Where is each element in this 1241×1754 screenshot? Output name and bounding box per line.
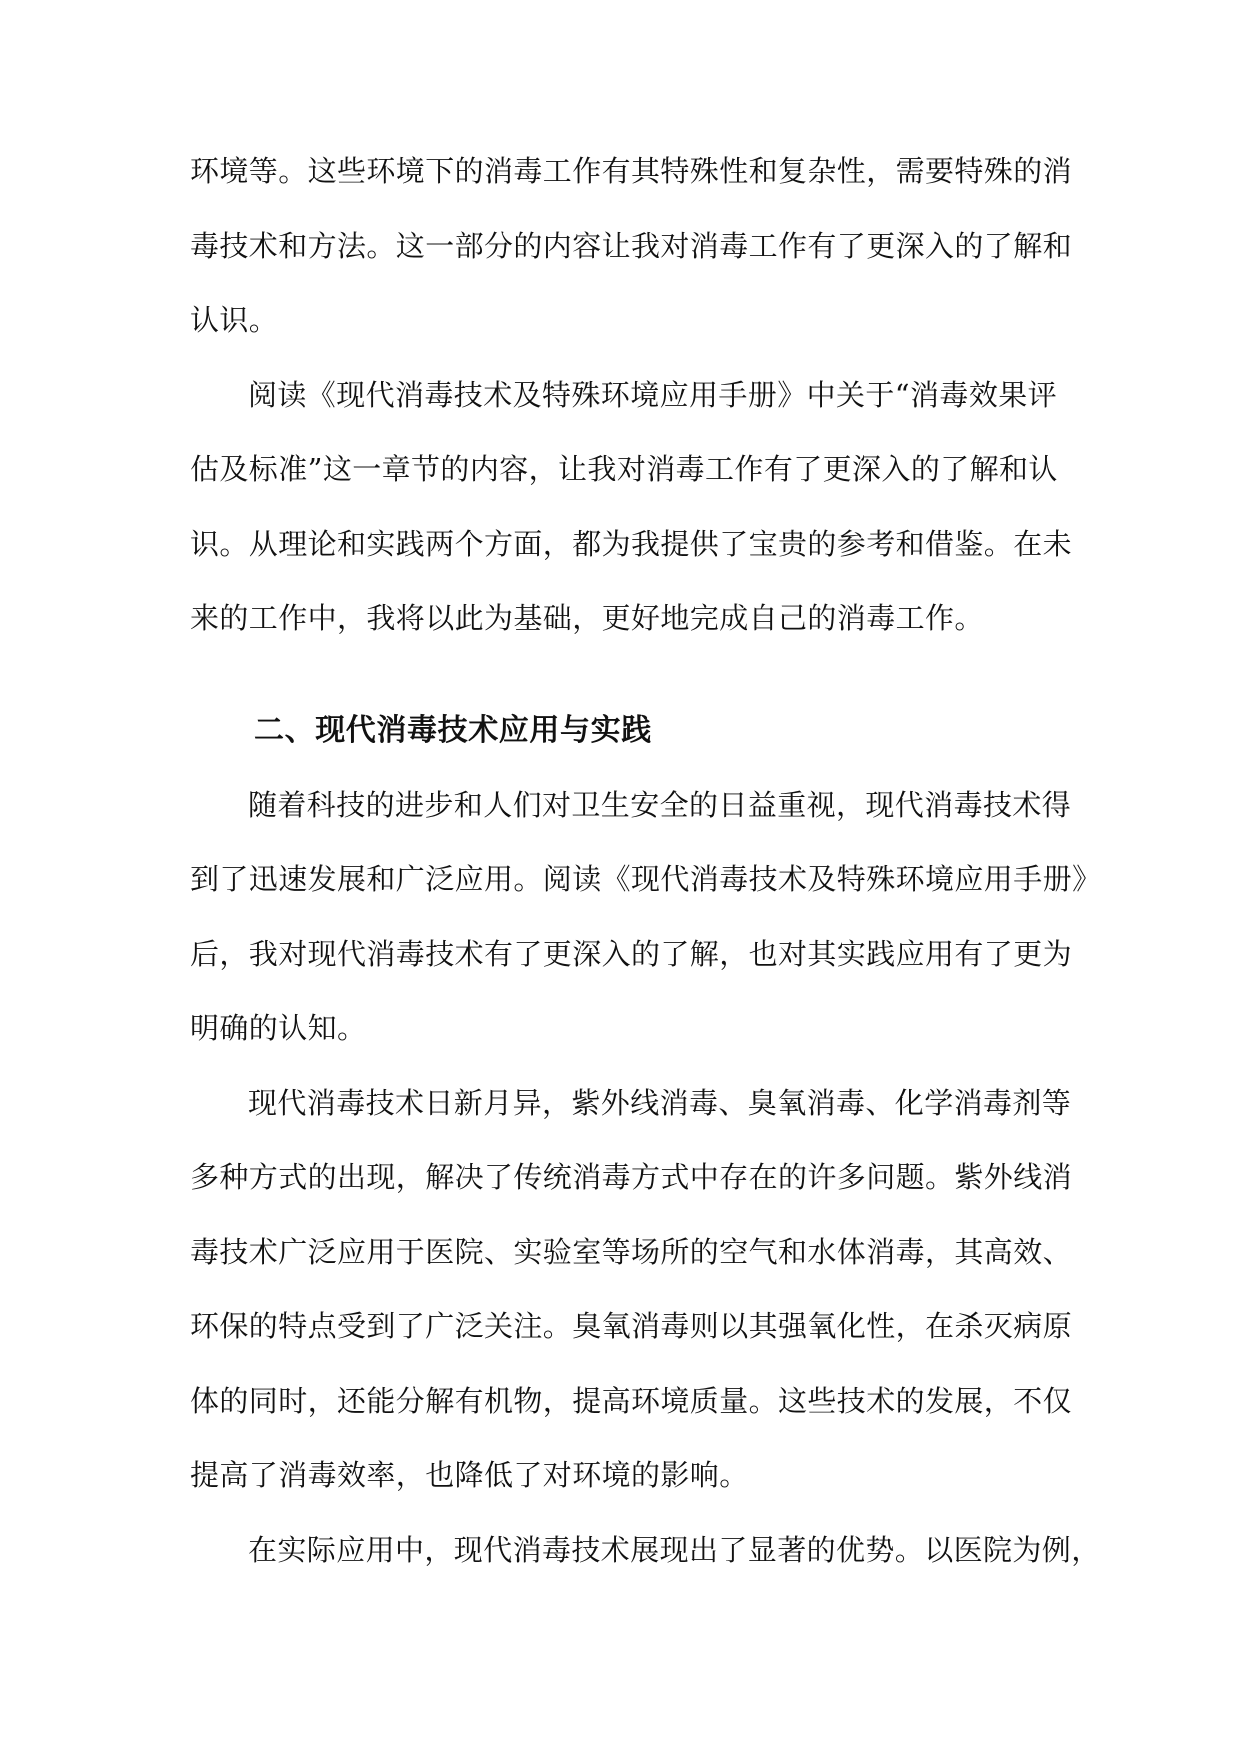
- text-line: 识。从理论和实践两个方面，都为我提供了宝贵的参考和借鉴。在未: [190, 526, 1073, 561]
- text-line: 现代消毒技术日新月异，紫外线消毒、臭氧消毒、化学消毒剂等: [248, 1085, 1072, 1120]
- text-line: 阅读《现代消毒技术及特殊环境应用手册》中关于“消毒效果评: [248, 377, 1058, 412]
- text-line: 明确的认知。: [190, 1011, 367, 1045]
- document-body: [190, 134, 1102, 1587]
- paragraph: [190, 1066, 1073, 1513]
- paragraph: [190, 768, 1102, 1066]
- text-line: 多种方式的出现，解决了传统消毒方式中存在的许多问题。紫外线消: [190, 1160, 1073, 1194]
- text-line: 环境等。这些环境下的消毒工作有其特殊性和复杂性，需要特殊的消: [190, 154, 1073, 188]
- paragraph: [190, 1513, 1101, 1588]
- text-line: 后，我对现代消毒技术有了更深入的了解，也对其实践应用有了更为: [190, 936, 1073, 971]
- text-line: 体的同时，还能分解有机物，提高环境质量。这些技术的发展，不仅: [190, 1383, 1073, 1418]
- text-line: 环保的特点受到了广泛关注。臭氧消毒则以其强氧化性，在杀灭病原: [190, 1309, 1073, 1343]
- text-line: 估及标准”这一章节的内容，让我对消毒工作有了更深入的了解和认: [190, 452, 1058, 486]
- paragraph: [190, 358, 1073, 656]
- text-line: 到了迅速发展和广泛应用。阅读《现代消毒技术及特殊环境应用手册》: [190, 862, 1102, 896]
- text-line: 毒技术广泛应用于医院、实验室等场所的空气和水体消毒，其高效、: [190, 1234, 1073, 1269]
- text-line: 毒技术和方法。这一部分的内容让我对消毒工作有了更深入的了解和: [190, 228, 1073, 263]
- text-line: 随着科技的进步和人们对卫生安全的日益重视，现代消毒技术得: [248, 787, 1072, 822]
- section-heading: 二、现代消毒技术应用与实践: [254, 712, 652, 748]
- text-line: 认识。: [190, 303, 279, 337]
- paragraph: [190, 134, 1073, 358]
- text-line: 提高了消毒效率，也降低了对环境的影响。: [190, 1458, 749, 1492]
- text-line: 在实际应用中，现代消毒技术展现出了显著的优势。以医院为例，: [248, 1532, 1101, 1567]
- text-line: 来的工作中，我将以此为基础，更好地完成自己的消毒工作。: [190, 601, 984, 635]
